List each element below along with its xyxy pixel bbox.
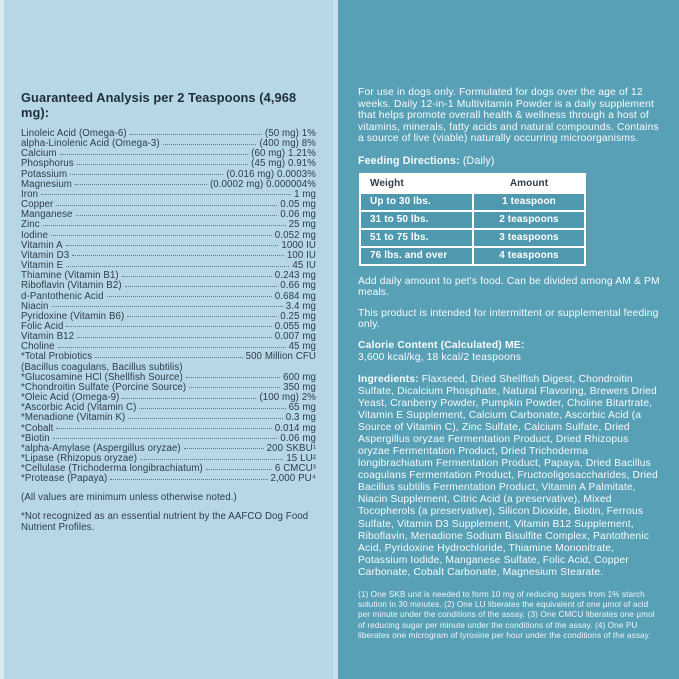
ingredients-list: Flaxseed, Dried Shellfish Digest, Chondroitin Sulfate, Dicalcium Phosphate, Natural Flavoring, Brewers Dried Yeast, Cranberry Powder, Pumpkin Powder, Choline Bitartrate, Vitamin E Supplement, Calcium Carbonate, Ascorbic Acid (a Source of Vitamin C), Zinc Sulfate, Calcium Sulfate, Dried Aspergillus oryzae Fermentation Product, Dried Rhizopus oryzae Fermentation Product, Dried Trichoderma longibrachiatum Fermentation Product, Papaya, Dried Bacillus coagulans Fermentation Product, Fructooligosaccharides, Dried Bacillus subtilis Fermentation Product, Vitamin A Palmitate, Niacin Supplement, Citric Acid (a preservative), Mixed Tocopherols (a preservative), Silicon Dioxide, Biotin, Ferrous Sulfate, Vitamin D3 Supplement, Vitamin B12 Supplement, Riboflavin, Menadione Sodium Bisulfite Complex, Pantothenic Acid, Pyridoxine Hydrochloride, Thiamine Mononitrate, Potassium Iodide, Manganese Sulfate, Folic Acid, Copper Carbonate, Cobalt Carbonate, Magnesium Stearate. (358, 373, 658, 578)
amount-column-header: Amount (473, 174, 585, 193)
nutrient-name: d-Pantothenic Acid (21, 290, 104, 302)
leader-dots (76, 215, 278, 216)
nutrient-value: (400 mg) 8% (259, 138, 316, 150)
leader-dots (107, 296, 272, 297)
analysis-row (21, 332, 316, 342)
leader-dots (186, 377, 280, 378)
nutrient-name: Vitamin E (21, 260, 64, 272)
amount-cell: 3 teaspoons (473, 229, 585, 247)
feeding-table-header-row (360, 174, 585, 193)
nutrient-value: 45 IU (292, 260, 316, 272)
nutrient-value: 1 mg (294, 188, 316, 200)
nutrient-value: (100 mg) 2% (259, 392, 316, 404)
nutrient-name: Niacin (21, 300, 49, 312)
analysis-row (21, 210, 316, 220)
nutrient-value: 0.684 mg (274, 290, 316, 302)
nutrient-value: 2,000 PU⁴ (270, 473, 316, 485)
product-description: For use in dogs only. Formulated for dogs over the age of 12 weeks. Daily 12-in-1 Multivitamin Powder is a daily supplement that helps promote overall health & wellness through a host of vitamins, minerals, fatty acids and natural compounds. Contains a source of live (viable) naturally occurring microorganisms. (358, 87, 659, 145)
analysis-row (21, 312, 316, 322)
leader-dots (77, 164, 248, 165)
analysis-row (21, 413, 316, 423)
leader-dots (130, 134, 262, 135)
leader-dots (52, 306, 283, 307)
nutrient-name: Vitamin B12 (21, 331, 75, 343)
leader-dots (60, 154, 248, 155)
leader-dots (122, 276, 272, 277)
leader-dots (75, 184, 207, 185)
nutrient-value: 100 IU (286, 249, 316, 261)
nutrient-name: Calcium (21, 148, 57, 160)
nutrient-value: 0.06 mg (280, 209, 316, 221)
unit-definition-footnotes: (1) One SKB unit is needed to form 10 mg of reducing sugars from 1% starch solution in 30 minutes. (2) One LU liberates the equivalent of one µmol of acid per minute under the conditions of the assay. (3) One CMCU liberates one µmol of reducing sugar per minute under the conditions of the assay. (4) One PU liberates one microgram of tyrosine per hour under the conditions of the assay. (358, 589, 655, 640)
leader-dots (122, 398, 256, 399)
nutrient-name: *Menadione (Vitamin K) (21, 412, 126, 424)
leader-dots (58, 347, 286, 348)
analysis-row (21, 190, 316, 200)
amount-cell: 4 teaspoons (473, 247, 585, 265)
nutrient-value: 25 mg (288, 219, 316, 231)
nutrient-value: 15 LU² (286, 453, 316, 464)
nutrient-name: *Chondroitin Sulfate (Porcine Source) (21, 381, 187, 393)
calorie-content-value: 3,600 kcal/kg, 18 kcal/2 teaspoons (358, 351, 522, 363)
nutrient-value: 1000 IU (281, 239, 316, 251)
nutrient-value: 0.007 mg (274, 331, 316, 343)
nutrient-name: Folic Acid (21, 320, 64, 332)
weight-cell: 51 to 75 lbs. (360, 229, 473, 247)
feeding-table-row (360, 211, 585, 229)
leader-dots (66, 326, 271, 327)
analysis-row (21, 424, 316, 434)
nutrient-name: Copper (21, 199, 54, 211)
feeding-table-row (360, 229, 585, 247)
nutrient-value: (0.0002 mg) 0.000004% (209, 178, 316, 190)
nutrient-name: *Biotin (21, 432, 50, 444)
nutrient-name: *Cellulase (Trichoderma longibrachiatum) (21, 463, 203, 475)
leader-dots (41, 194, 291, 195)
weight-cell: 31 to 50 lbs. (360, 211, 473, 229)
nutrient-name: Iron (21, 188, 39, 200)
weight-cell: Up to 30 lbs. (360, 193, 473, 211)
nutrient-name: *Protease (Papaya) (21, 473, 108, 485)
nutrient-name: *Glucosamine HCl (Shellfish Source) (21, 371, 183, 383)
minimum-values-note: (All values are minimum unless otherwise noted.) (21, 492, 237, 504)
ingredients-paragraph (358, 374, 660, 579)
nutrient-name: *Lipase (Rhizopus oryzae) (21, 453, 138, 464)
analysis-row (21, 251, 316, 261)
feeding-table-row (360, 193, 585, 211)
nutrient-value: 65 mg (288, 402, 316, 414)
analysis-row (21, 231, 316, 241)
nutrient-value: 350 mg (283, 381, 316, 393)
nutrient-name: Zinc (21, 219, 40, 231)
nutrient-name: Choline (21, 341, 55, 353)
nutrient-name: Vitamin D3 (21, 249, 70, 261)
amount-cell: 2 teaspoons (473, 211, 585, 229)
leader-dots (77, 337, 272, 338)
leader-dots (163, 144, 257, 145)
leader-dots (43, 225, 286, 226)
nutrient-value: 0.243 mg (274, 270, 316, 282)
nutrient-name: Manganese (21, 209, 73, 221)
leader-dots (140, 459, 283, 460)
aafco-note: *Not recognized as an essential nutrient by the AAFCO Dog Food Nutrient Profiles. (21, 511, 309, 534)
leader-dots (66, 245, 279, 246)
feeding-directions-heading (358, 155, 660, 167)
leader-dots (128, 418, 282, 419)
nutrient-value: (60 mg) 1.21% (251, 148, 316, 160)
leader-dots (95, 357, 242, 358)
nutrient-value: 0.052 mg (274, 229, 316, 241)
nutrient-value: 0.66 mg (280, 280, 316, 292)
guaranteed-analysis-list (21, 129, 316, 484)
feeding-directions-frequency: (Daily) (459, 154, 495, 167)
nutrient-name: (Bacillus coagulans, Bacillus subtilis) (21, 361, 183, 373)
calorie-content-heading: Calorie Content (Calculated) ME: (358, 339, 525, 351)
add-to-food-note: Add daily amount to pet's food. Can be divided among AM & PM meals. (358, 275, 660, 299)
leader-dots (139, 408, 285, 409)
nutrient-value: (45 mg) 0.91% (251, 158, 316, 170)
nutrient-name: Vitamin A (21, 239, 63, 251)
leader-dots (189, 387, 280, 388)
nutrient-value: 0.055 mg (274, 320, 316, 332)
nutrient-value: (0.016 mg) 0.0003% (226, 168, 316, 180)
guaranteed-analysis-panel (0, 0, 334, 679)
nutrient-name: *Cobalt (21, 422, 54, 434)
leader-dots (184, 448, 264, 449)
nutrient-value: 45 mg (288, 341, 316, 353)
nutrient-value: 3.4 mg (285, 300, 316, 312)
analysis-row (21, 474, 316, 484)
nutrient-name: Phosphorus (21, 158, 74, 170)
leader-dots (127, 316, 277, 317)
leader-dots (56, 205, 277, 206)
nutrient-name: *Oleic Acid (Omega-9) (21, 392, 120, 404)
nutrient-value: 6 CMCU³ (274, 463, 316, 475)
nutrient-name: Magnesium (21, 178, 72, 190)
nutrient-name: *Total Probiotics (21, 351, 93, 363)
nutrient-name: *Ascorbic Acid (Vitamin C) (21, 402, 137, 414)
nutrient-value: 500 Million CFU (245, 351, 316, 363)
ingredients-label: Ingredients: (358, 373, 419, 385)
leader-dots (51, 235, 272, 236)
leader-dots (66, 266, 289, 267)
amount-cell: 1 teaspoon (473, 193, 585, 211)
leader-dots (70, 174, 223, 175)
nutrient-name: Riboflavin (Vitamin B2) (21, 280, 122, 292)
nutrient-value: 0.3 mg (285, 412, 316, 424)
nutrient-value: 600 mg (283, 371, 316, 383)
nutrient-name: alpha-Linolenic Acid (Omega-3) (21, 138, 160, 150)
analysis-row (21, 292, 316, 302)
feeding-directions-table (359, 173, 586, 266)
leader-dots (72, 255, 284, 256)
weight-cell: 76 lbs. and over (360, 247, 473, 265)
usage-info-panel (338, 0, 679, 679)
feeding-table-row (360, 247, 585, 265)
nutrient-name: Potassium (21, 168, 68, 180)
nutrient-name: Pyridoxine (Vitamin B6) (21, 310, 125, 322)
nutrient-value: 0.06 mg (280, 432, 316, 444)
leader-dots (206, 469, 272, 470)
guaranteed-analysis-heading: Guaranteed Analysis per 2 Teaspoons (4,968 mg): (21, 90, 297, 120)
nutrient-name: Iodine (21, 229, 48, 241)
nutrient-value: 0.25 mg (280, 310, 316, 322)
leader-dots (125, 286, 278, 287)
label-left-edge (0, 0, 4, 679)
leader-dots (56, 428, 271, 429)
feeding-directions-label: Feeding Directions: (358, 154, 460, 167)
nutrient-value: 0.05 mg (280, 199, 316, 211)
intermittent-feeding-note: This product is intended for intermittent or supplemental feeding only. (358, 307, 659, 331)
leader-dots (53, 438, 278, 439)
analysis-row (21, 220, 316, 230)
nutrient-value: 0.014 mg (274, 422, 316, 434)
weight-column-header: Weight (360, 174, 473, 193)
analysis-row (21, 281, 316, 291)
nutrient-name: Thiamine (Vitamin B1) (21, 270, 119, 282)
nutrient-name: Linoleic Acid (Omega-6) (21, 128, 127, 139)
nutrient-name: *alpha-Amylase (Aspergillus oryzae) (21, 442, 181, 454)
nutrient-value: (50 mg) 1% (264, 128, 316, 139)
nutrient-value: 200 SKBU¹ (266, 442, 316, 454)
analysis-row (21, 180, 316, 190)
leader-dots (110, 479, 267, 480)
